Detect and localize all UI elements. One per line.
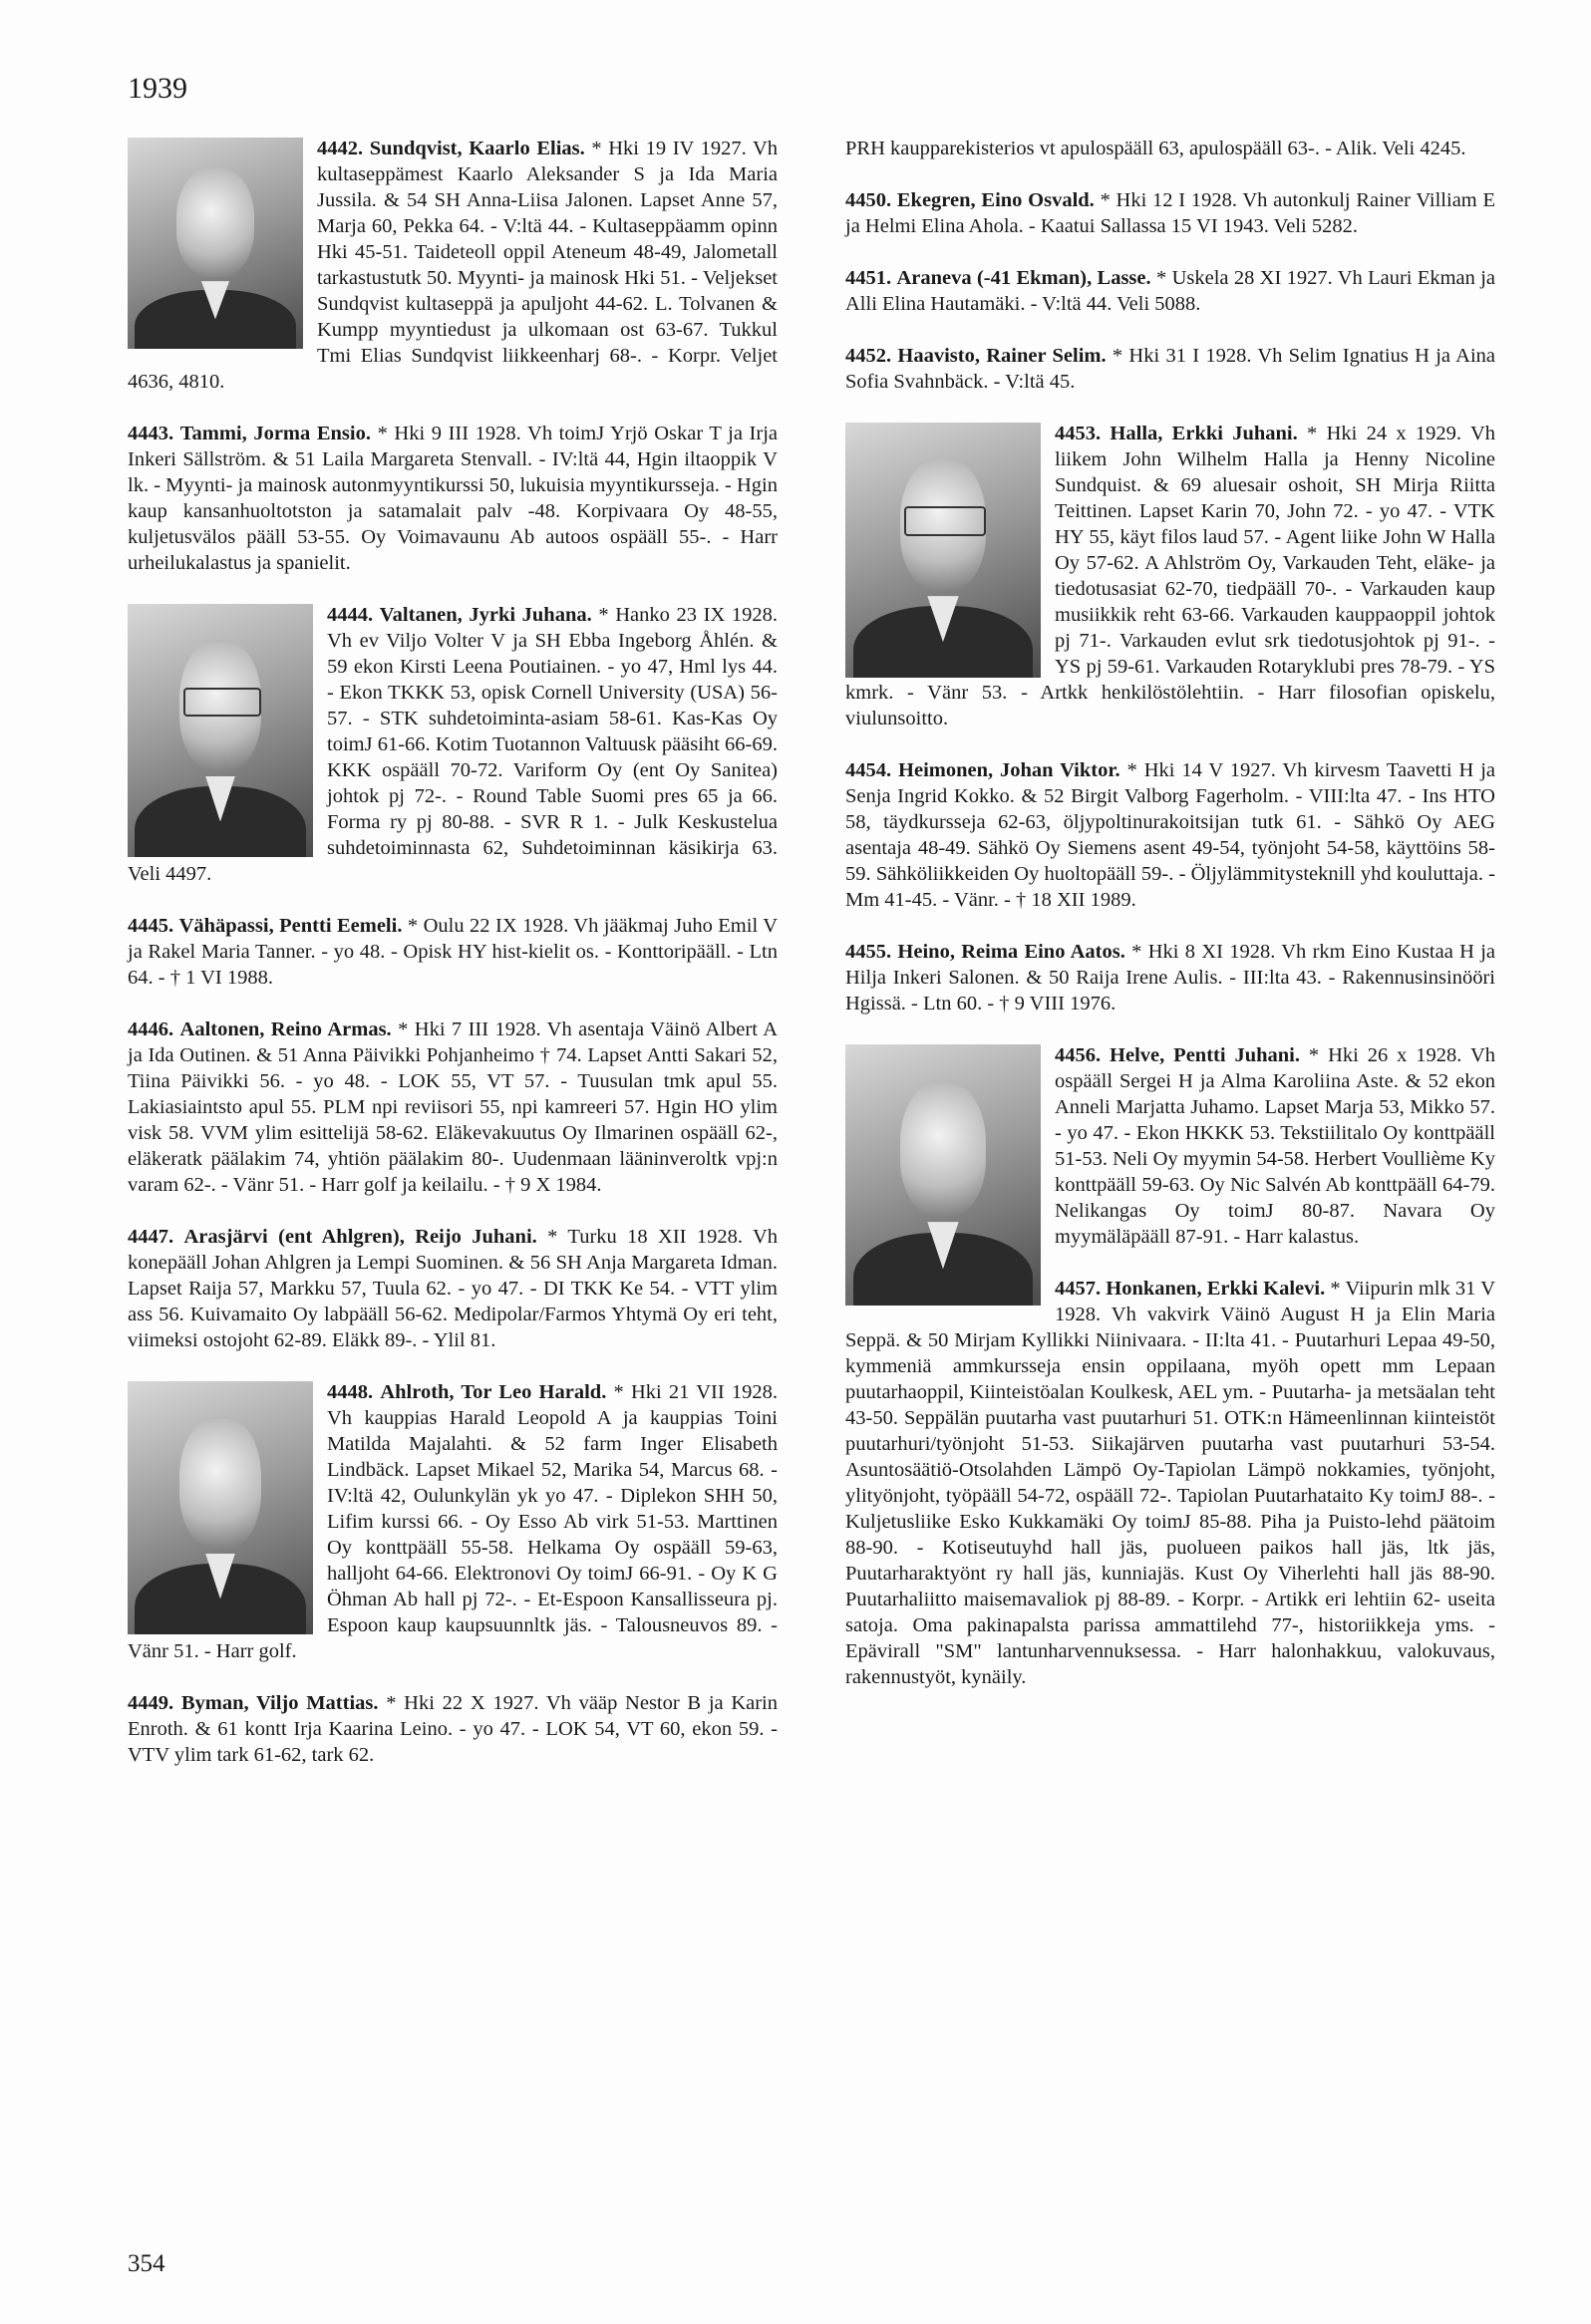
- portrait-photo-icon: [128, 138, 303, 349]
- entry-4445: 4445. Vähäpassi, Pentti Eemeli. * Oulu 22 IX 1928. Vh jääkmaj Juho Emil V ja Rakel Maria Tanner. - yo 48. - Opisk HY hist-kielit os. - Konttoripääll. - Ltn 64. - † 1 VI 1988.: [128, 915, 779, 989]
- entry-4447: 4447. Arasjärvi (ent Ahlgren), Reijo Juhani. * Turku 18 XII 1928. Vh konepääll Johan Ahlgren ja Lempi Suominen. & 56 SH Anja Margareta Idman. Lapset Raija 57, Markku 57, Tuula 62. - yo 47. - DI TKK Ke 54. - VTT ylim ass 56. Kuivamaito Oy labpääll 56-62. Medipolar/Farmos Yhtymä Oy eri teht, viimeksi ostojoht 62-89. Eläkk 89-. - Ylil 81.: [128, 1226, 779, 1351]
- right-column: [845, 136, 1495, 1716]
- entry-4449: 4449. Byman, Viljo Mattias. * Hki 22 X 1927. Vh vääp Nestor B ja Karin Enroth. & 61 kontt Irja Kaarina Leino. - yo 47. - LOK 54, VT 60, ekon 59. - VTV ylim tark 61-62, tark 62.: [128, 1692, 779, 1766]
- entry-4454: 4454. Heimonen, Johan Viktor. * Hki 14 V 1927. Vh kirvesm Taavetti H ja Senja Ingrid Kokko. & 52 Birgit Valborg Fagerholm. - VIII:lta 47. - Ins HTO 58, täydkursseja 62-63, öljypoltinurakoitsijan tutk 61. - Sähkö Oy AEG asentaja 48-49. Sähkö Oy Siemens asent 49-54, työnjoht 54-58, käyttöins 58-59. Sähköliikkeiden Oy huoltopääll 59-. - Öljylämmitysteknill yhd kouluttaja. - Mm 41-45. - Vänr. - † 18 XII 1989.: [845, 759, 1496, 911]
- portrait-photo-icon: [845, 423, 1041, 678]
- entry-4457: 4457. Honkanen, Erkki Kalevi. * Viipurin mlk 31 V 1928. Vh vakvirk Väinö August H ja Elin Maria Seppä. & 50 Mirjam Kyllikki Niinivaara. - II:lta 41. - Puutarhuri Lepaa 49-50, kymmeniä ammkursseja ensin oppilaana, myöh opett mm Lepaan puutarhaoppil, Kiinteistöalan Koulkesk, AEL ym. - Puutarha- ja metsäalan teht 43-50. Seppälän puutarha vast puutarhuri 51. OTK:n Hämeenlinnan kiinteistöt puutarhuri/työnjoht 51-53. Siikajärven puutarha vast puutarhuri 53-54. Asuntosäätiö-Otsolahden Lämpö Oy-Tapiolan Lämpö nokkamies, työnjoht, ylityönjoht, työpääll 54-72, ospääll 72-. Tapiolan Puutarhataito Ky toimJ 88-. - Kuljetusliike Esko Kukkamäki Oy toimJ 85-88. Piha ja Puisto-lehd päätoim 88-90. - Kotiseutuyhd hall jäs, puolueen paikos hall jäs, ltk jäs, Puutarharaktyönt ry hall jäs, kunniajäs. Kust Oy Viherlehti hall jäs 88-90. Puutarhaliitto maisemavaliok pj 88-89. - Korpr. - Artikk eri lehtiin 62- useita satoja. Oma pakinapalsta parissa ammattilehd 77-, historiikkeja yms. - Epävirall "SM" lantunharvennuksessa. - Harr halonhakkuu, valokuvaus, rakennustyöt, kynäily.: [845, 1278, 1496, 1688]
- entry-4449-continued: PRH kaupparekisterios vt apulospääll 63, apulospääll 63-. - Alik. Veli 4245.: [845, 138, 1466, 159]
- entry-4455: 4455. Heino, Reima Eino Aatos. * Hki 8 XI 1928. Vh rkm Eino Kustaa H ja Hilja Inkeri Salonen. & 50 Raija Irene Aulis. - III:lta 43. - Rakennusinsinööri Hgissä. - Ltn 60. - † 9 VIII 1976.: [845, 941, 1495, 1015]
- entry-4444: 4444. Valtanen, Jyrki Juhana. * Hanko 23 IX 1928. Vh ev Viljo Volter V ja SH Ebba Ingeborg Åhlén. & 59 ekon Kirsti Leena Poutiainen. - yo 47, Hml lys 44. - Ekon TKKK 53, opisk Cornell University (USA) 56-57. - STK suhdetoiminta-asiam 58-61. Kas-Kas Oy toimJ 61-66. Kotim Tuotannon Valtuusk pääsiht 66-69. KKK ospääll 70-72. Variform Oy (ent Oy Sanitea) johtok pj 72-. - Round Table Suomi pres 65 ja 66. Forma ry pj 80-88. - SVR R 1. - Julk Keskustelua suhdetoiminnasta 62, Suhdetoiminnan käsikirja 63. Veli 4497.: [128, 604, 778, 885]
- entry-4456: 4456. Helve, Pentti Juhani. * Hki 26 x 1928. Vh ospääll Sergei H ja Alma Karoliina Aste. & 52 ekon Anneli Marjatta Juhamo. Lapset Marja 53, Mikko 57. - yo 47. - Ekon HKKK 53. Tekstiilitalo Oy konttpääll 51-53. Neli Oy myymin 54-58. Herbert Voullième Ky konttpääll 59-63. Oy Nic Salvén Ab konttpääll 64-79. Nelikangas Oy toimJ 80-87. Navara Oy myymäläpääll 87-91. - Harr kalastus.: [845, 1042, 1495, 1250]
- portrait-photo-icon: [128, 604, 313, 857]
- entry-4443: 4443. Tammi, Jorma Ensio. * Hki 9 III 1928. Vh toimJ Yrjö Oskar T ja Irja Inkeri Sällström. & 51 Laila Margareta Stenvall. - IV:ltä 44, Hgin iltaoppik V lk. - Myynti- ja mainosk autonmyyntikurssi 50, lukuisia myyntikursseja. - Hgin kaup kansanhuoltotston ja satamalait palv -48. Korpivaara Oy 48-55, kuljetusvälos pääll 53-55. Oy Voimavaunu Ab autoos ospääll 55-. - Harr urheilukalastus ja spanielit.: [128, 423, 778, 574]
- portrait-photo-icon: [845, 1044, 1041, 1306]
- page-number: 354: [128, 2250, 165, 2277]
- entry-4453: 4453. Halla, Erkki Juhani. * Hki 24 x 1929. Vh liikem John Wilhelm Halla ja Henny Nicoline Sundquist. & 69 aluesair oshoit, SH Mirja Riitta Teittinen. Lapset Karin 70, John 72. - yo 47. - VTK HY 55, käyt filos laud 57. - Agent liike John W Halla Oy 57-62. A Ahlström Oy, Varkauden Teht, eläke- ja tiedotusasiat 62-70, tiedpääll 70-. - Varkauden kaup musiikkik reht 63-66. Varkauden kauppaoppil johtok pj 71-. Varkauden evlut srk tiedotusjohtok pj 91-. - YS pj 59-61. Varkauden Rotaryklubi pres 78-79. - YS kmrk. - Vänr 53. - Artkk henkilöstölehtiin. - Harr filosofian opiskelu, viulunsoitto.: [845, 423, 1496, 729]
- left-column: [128, 136, 778, 1794]
- entry-4448: 4448. Ahlroth, Tor Leo Harald. * Hki 21 VII 1928. Vh kauppias Harald Leopold A ja kauppias Toini Matilda Majalahti. & 52 farm Inger Elisabeth Lindbäck. Lapset Mikael 52, Marika 54, Marcus 68. - IV:ltä 42, Oulunkylän yk yo 47. - Diplekon SHH 50, Lifim kurssi 66. - Oy Esso Ab virk 51-53. Marttinen Oy konttpääll 55-58. Helkama Oy ospääll 59-63, halljoht 64-66. Elektronovi Oy toimJ 66-91. - Oy K G Öhman Ab hall pj 72-. - Et-Espoon Kansallisseura pj. Espoon kaup kaupsuunnltk jäs. - Talousneuvos 89. - Vänr 51. - Harr golf.: [128, 1381, 779, 1662]
- entry-4446: 4446. Aaltonen, Reino Armas. * Hki 7 III 1928. Vh asentaja Väinö Albert A ja Ida Outinen. & 51 Anna Päivikki Pohjanheimo † 74. Lapset Antti Sakari 52, Tiina Päivikki 56. - yo 48. - LOK 55, VT 57. - Tuusulan tmk apul 55. Lakiasiaintsto apul 55. PLM npi reviisori 55, npi kamreeri 57. Hgin HO ylim visk 58. VVM ylim esittelijä 58-62. Eläkevakuutus Oy Ilmarinen ospääll 62-, eläkeratk päälakim 74, yhtiön päälakim 80-. Uudenmaan lääninveroltk vpj:n varam 62-. - Vänr 51. - Harr golf ja keilailu. - † 9 X 1984.: [128, 1018, 779, 1196]
- portrait-photo-icon: [128, 1381, 313, 1634]
- page-year: 1939: [128, 72, 187, 105]
- entry-4452: 4452. Haavisto, Rainer Selim. * Hki 31 I 1928. Vh Selim Ignatius H ja Aina Sofia Svahnbäck. - V:ltä 45.: [845, 345, 1495, 393]
- entry-4450: 4450. Ekegren, Eino Osvald. * Hki 12 I 1928. Vh autonkulj Rainer Villiam E ja Helmi Elina Ahola. - Kaatui Sallassa 15 VI 1943. Veli 5282.: [845, 189, 1496, 237]
- entry-4451: 4451. Araneva (-41 Ekman), Lasse. * Uskela 28 XI 1927. Vh Lauri Ekman ja Alli Elina Hautamäki. - V:ltä 44. Veli 5088.: [845, 267, 1496, 315]
- entry-4442: 4442. Sundqvist, Kaarlo Elias. * Hki 19 IV 1927. Vh kultaseppämest Kaarlo Aleksander S ja Ida Maria Jussila. & 54 SH Anna-Liisa Jalonen. Lapset Anne 57, Marja 60, Pekka 64. - V:ltä 44. - Kultaseppäamm opinn Hki 45-51. Taideteoll oppil Ateneum 48-49, Jalometall tarkastustutk 50. Myynti- ja mainosk Hki 51. - Veljekset Sundqvist kultaseppä ja apuljoht 44-62. L. Tolvanen & Kumpp myyntiedust ja ulkomaan ost 63-67. Tukkul Tmi Elias Sundqvist liikkeenharj 68-. - Korpr. Veljet 4636, 4810.: [128, 138, 779, 393]
